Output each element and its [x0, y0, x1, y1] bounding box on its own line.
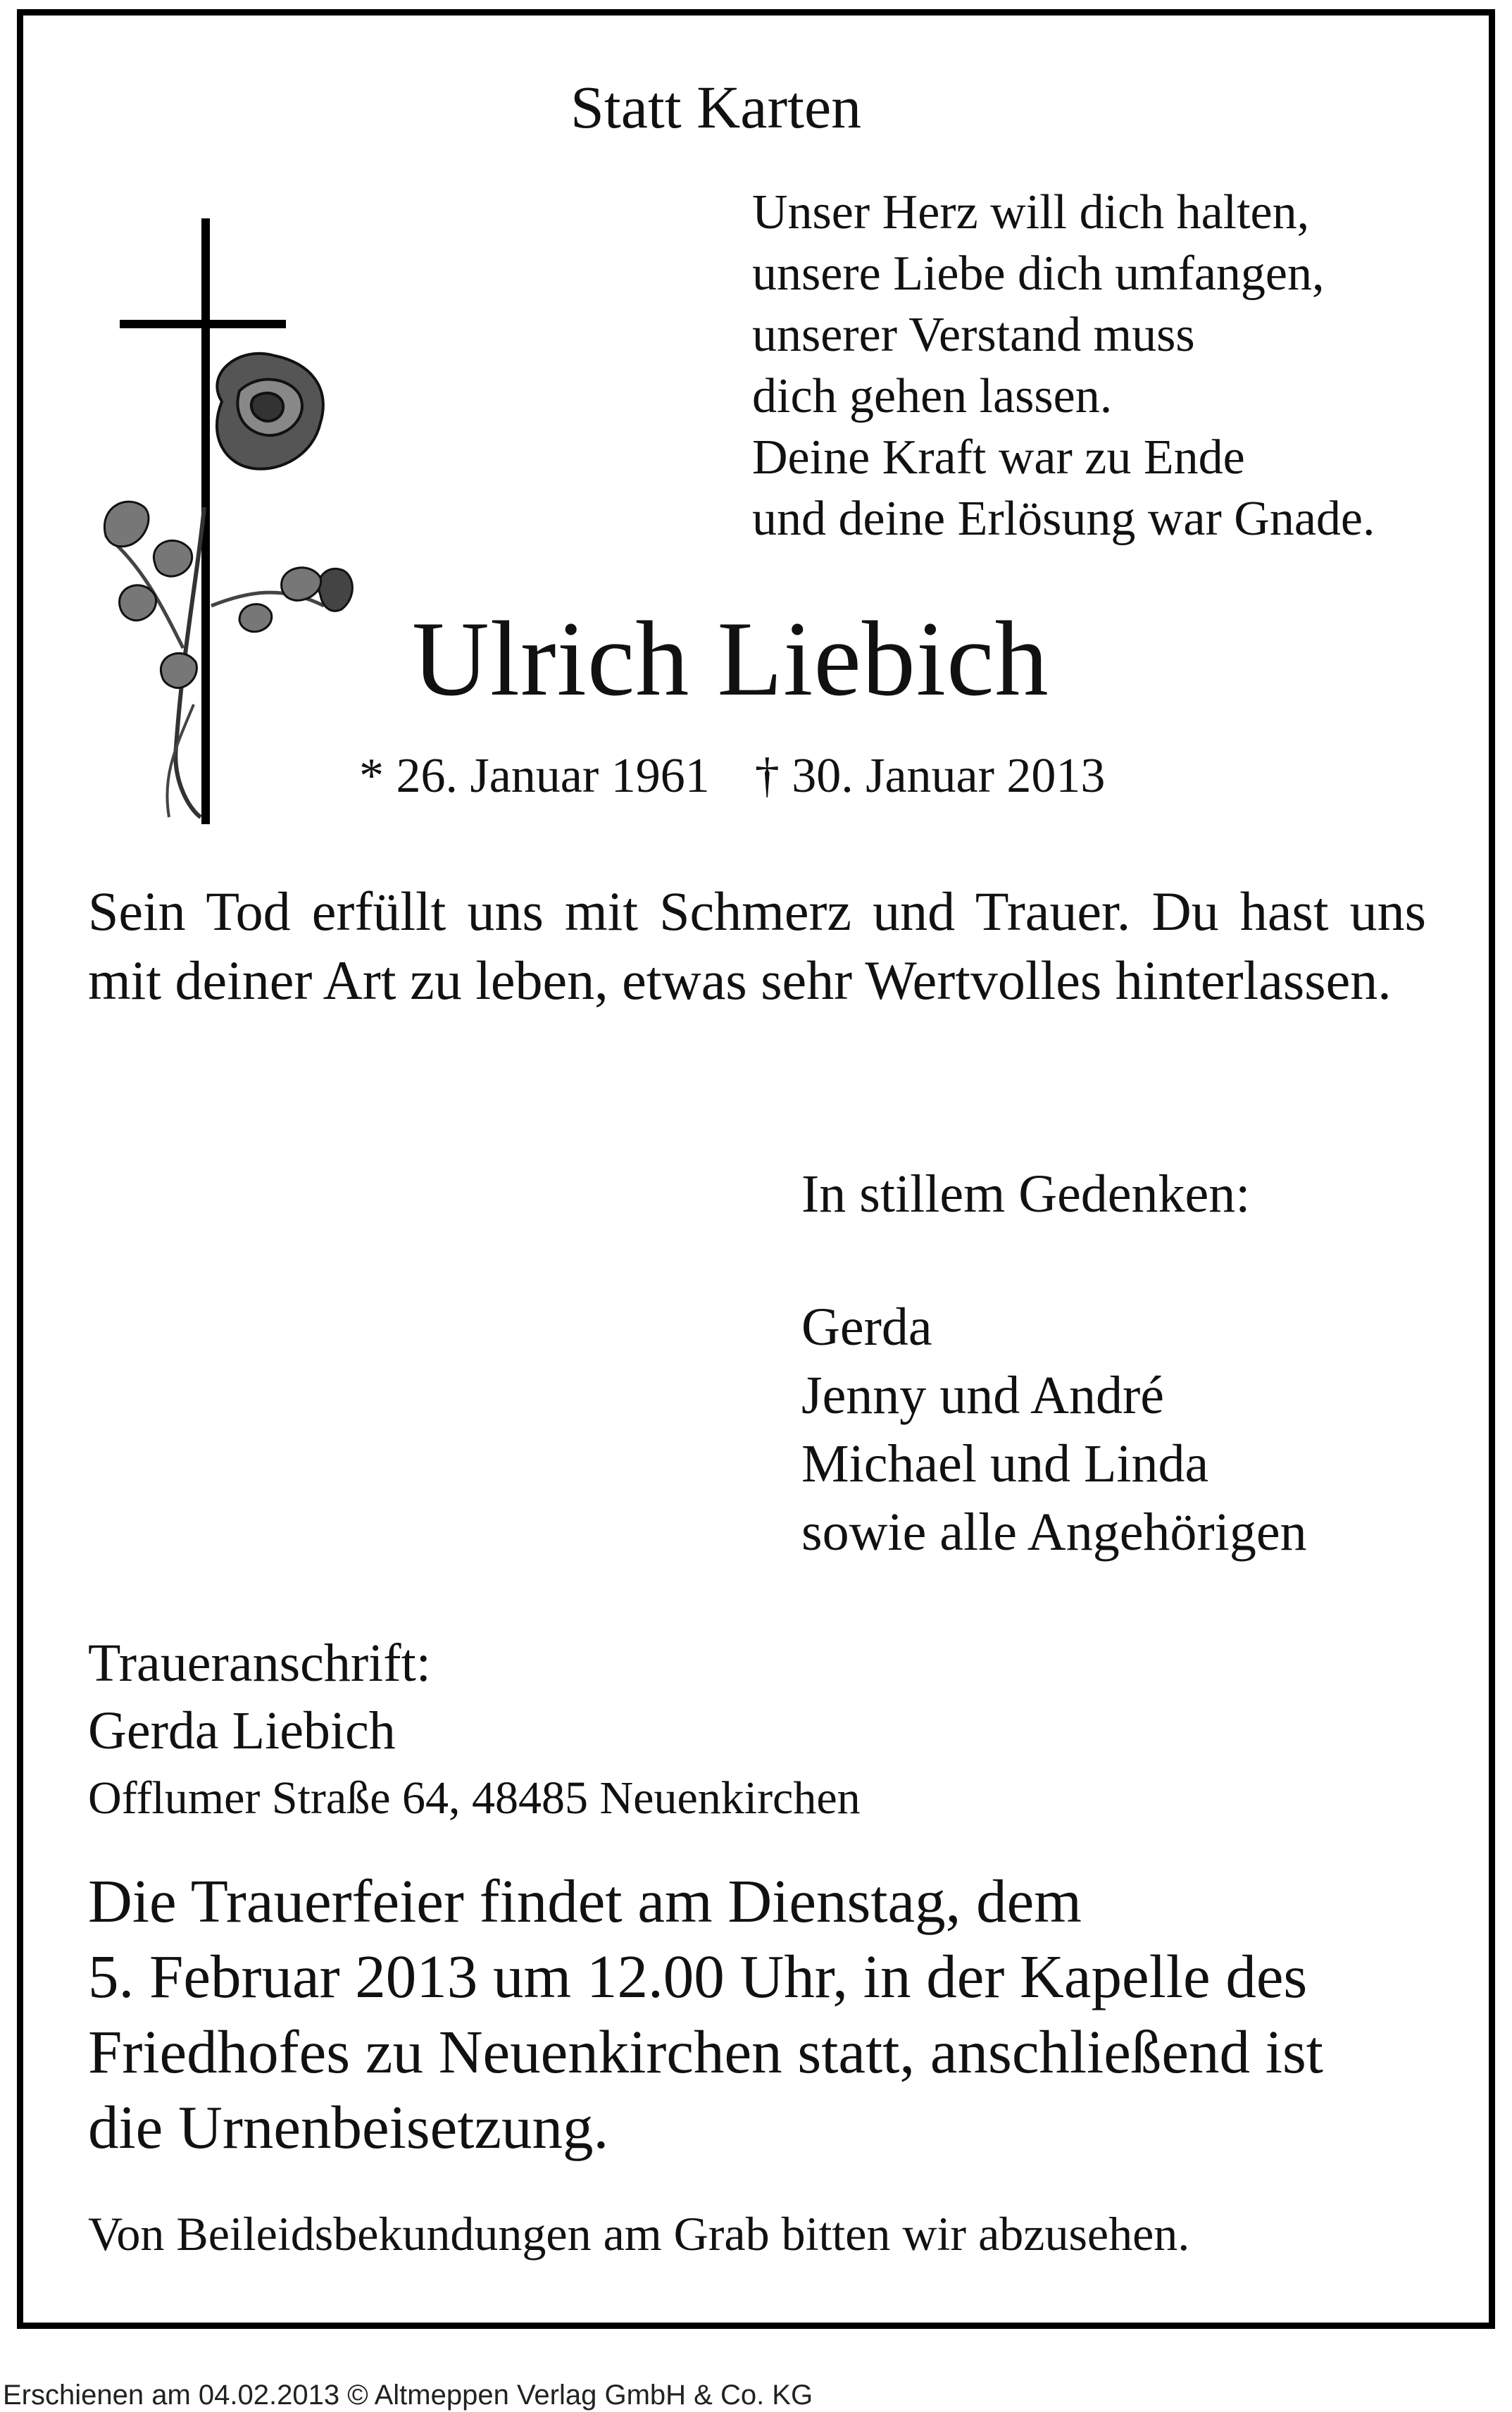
family-member: Michael und Linda — [801, 1434, 1209, 1493]
life-dates — [359, 748, 1105, 804]
cross-rose-icon — [77, 211, 359, 831]
ceremony-line: Die Trauerfeier findet am Dienstag, dem — [88, 1867, 1082, 1935]
poem — [752, 182, 1375, 549]
ceremony-line: die Urnenbeisetzung. — [88, 2093, 609, 2161]
family-member: sowie alle Angehörigen — [801, 1503, 1307, 1562]
poem-line: unsere Liebe dich umfangen, — [752, 247, 1325, 301]
family-member: Gerda — [801, 1298, 932, 1357]
address-name: Gerda Liebich — [88, 1701, 396, 1760]
death-date: † 30. Januar 2013 — [754, 749, 1106, 803]
address-label: Traueranschrift: — [88, 1634, 431, 1693]
memory-label: In stillem Gedenken: — [801, 1164, 1251, 1224]
condolence-paragraph: Sein Tod erfüllt uns mit Schmerz und Trauer. Du hast uns mit deiner Art zu leben, etwas sehr Wertvolles hinterlassen. — [88, 881, 1426, 1011]
ceremony-text — [88, 1863, 1323, 2165]
family-member: Jenny und André — [801, 1366, 1165, 1425]
publication-footer: Erschienen am 04.02.2013 © Altmeppen Verlag GmbH & Co. KG — [3, 2380, 813, 2411]
family-list — [801, 1293, 1307, 1567]
poem-line: Deine Kraft war zu Ende — [752, 430, 1245, 485]
heading-statt-karten: Statt Karten — [570, 73, 862, 141]
deceased-name: Ulrich Liebich — [412, 599, 1049, 718]
address-street: Offlumer Straße 64, 48485 Neuenkirchen — [88, 1772, 861, 1824]
poem-line: Unser Herz will dich halten, — [752, 185, 1310, 240]
ceremony-line: 5. Februar 2013 um 12.00 Uhr, in der Kapelle des — [88, 1942, 1308, 2010]
poem-line: unserer Verstand muss — [752, 308, 1195, 362]
poem-line: und deine Erlösung war Gnade. — [752, 492, 1375, 546]
birth-date: * 26. Januar 1961 — [359, 749, 710, 803]
ceremony-line: Friedhofes zu Neuenkirchen statt, anschließend ist — [88, 2018, 1323, 2086]
poem-line: dich gehen lassen. — [752, 369, 1113, 423]
cross-rose-emblem — [77, 211, 359, 831]
closing-note: Von Beileidsbekundungen am Grab bitten wir abzusehen. — [88, 2207, 1190, 2261]
